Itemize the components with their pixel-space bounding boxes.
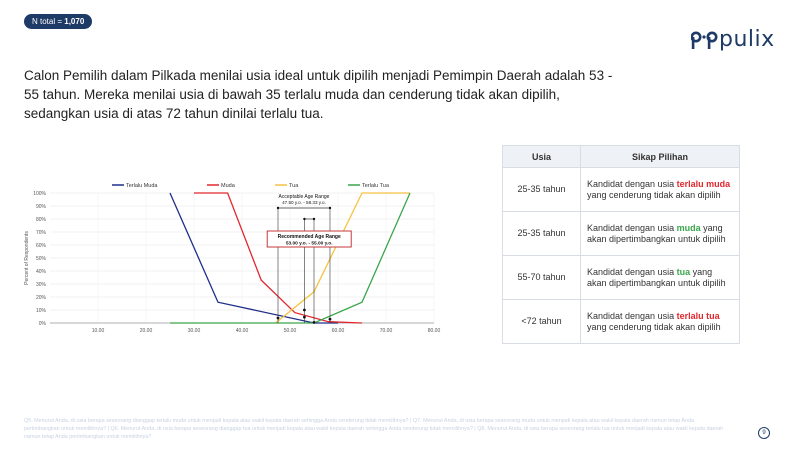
populix-logo <box>691 26 775 52</box>
footnote: Q5. Menurut Anda, di usia berapa seseorang dianggap terlalu muda untuk menjadi kepala atau wakil kepala daerah sehingga Anda cenderung tidak memilihnya? | Q7. Menurut Anda, di usia berapa seseorang muda untuk menjadi kepala atau wakil kepala daerah namun tetap Anda pertimbangkan untuk memilihnya? | Q6. Menurut Anda, di usia berapa seseorang dianggap tua untuk menjadi kepala atau wakil kepala daerah sehingga Anda cenderung tidak memilihnya? | Q8. Menurut Anda, di usia berapa seseorang terlalu tua untuk menjadi kepala atau wakil kepala daerah namun tetap Anda pertimbangkan untuk memilihnya? <box>24 418 724 440</box>
x-tick-label: 50.00 <box>283 328 297 334</box>
x-tick-label: 70.00 <box>379 328 393 334</box>
sample-size-badge: N total = 1,070 <box>24 14 92 29</box>
acceptable-range-marker <box>329 207 331 209</box>
intersection-point <box>277 317 280 320</box>
recommended-range-marker <box>303 218 305 220</box>
x-tick-label: 60.00 <box>331 328 345 334</box>
logo-text: pulix <box>719 26 775 52</box>
row-age: 55-70 tahun <box>503 256 581 300</box>
row-description: Kandidat dengan usia terlalu tua yang cenderung tidak akan dipilih <box>581 300 740 344</box>
legend-label: Muda <box>221 183 235 189</box>
age-range-chart <box>0 175 470 350</box>
headline: Calon Pemilih dalam Pilkada menilai usia ideal untuk dipilih menjadi Pemimpin Daerah adalah 53 - 55 tahun. Mereka menilai usia di bawah 35 terlalu muda dan cenderung tidak akan dipilih, sedangkan usia di atas 72 tahun dinilai terlalu tua. <box>24 68 613 121</box>
header-attitude: Sikap Pilihan <box>581 146 740 168</box>
y-tick-label: 0% <box>38 321 46 327</box>
table-row <box>503 212 740 256</box>
intersection-point <box>303 309 306 312</box>
y-tick-label: 40% <box>35 269 46 275</box>
intersection-point <box>303 316 306 319</box>
table-row <box>503 168 740 212</box>
legend-label: Terlalu Muda <box>126 183 158 189</box>
acceptable-range-label: 47.50 y.o. - 58.33 y.o. <box>282 200 326 205</box>
row-description: Kandidat dengan usia terlalu muda yang cenderung tidak akan dipilih <box>581 168 740 212</box>
header-age: Usia <box>503 146 581 168</box>
intersection-point <box>313 321 316 324</box>
table-header-row <box>503 146 740 168</box>
intersection-point <box>329 318 332 321</box>
x-tick-label: 10.00 <box>91 328 105 334</box>
y-axis-label: Percent of Respondents <box>24 231 30 285</box>
row-age: 25-35 tahun <box>503 168 581 212</box>
x-tick-label: 80.00 <box>427 328 441 334</box>
y-tick-label: 70% <box>35 230 46 236</box>
row-description: Kandidat dengan usia muda yang akan dipertimbangkan untuk dipilih <box>581 212 740 256</box>
row-description: Kandidat dengan usia tua yang akan dipertimbangkan untuk dipilih <box>581 256 740 300</box>
y-tick-label: 30% <box>35 282 46 288</box>
y-tick-label: 80% <box>35 217 46 223</box>
age-attitude-table <box>502 145 740 344</box>
recommended-range-title: Recommended Age Range <box>277 234 341 240</box>
y-tick-label: 100% <box>33 191 46 197</box>
acceptable-range-title: Acceptable Age Range <box>278 194 330 200</box>
y-tick-label: 20% <box>35 295 46 301</box>
y-tick-label: 90% <box>35 204 46 210</box>
logo-mark-icon <box>691 28 719 50</box>
x-tick-label: 30.00 <box>187 328 201 334</box>
x-tick-label: 20.00 <box>139 328 153 334</box>
row-age: <72 tahun <box>503 300 581 344</box>
x-tick-label: 40.00 <box>235 328 249 334</box>
y-tick-label: 50% <box>35 256 46 262</box>
row-age: 25-35 tahun <box>503 212 581 256</box>
legend-label: Tua <box>289 183 299 189</box>
page-number: 9 <box>758 427 770 439</box>
recommended-range-label: 53.00 y.o. - 55.00 y.o. <box>285 241 333 247</box>
recommended-range-marker <box>313 218 315 220</box>
legend-label: Terlalu Tua <box>362 183 389 189</box>
acceptable-range-marker <box>277 207 279 209</box>
table-row <box>503 256 740 300</box>
y-tick-label: 60% <box>35 243 46 249</box>
table-row <box>503 300 740 344</box>
y-tick-label: 10% <box>35 308 46 314</box>
